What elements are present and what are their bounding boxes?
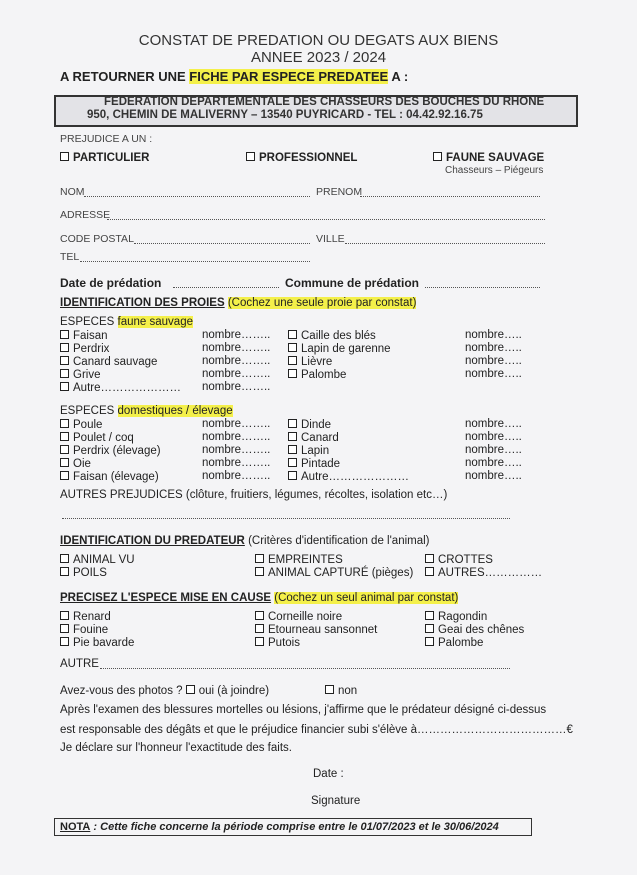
- list-row: [0, 567, 637, 580]
- checkbox[interactable]: [60, 152, 69, 161]
- option-label: Pie bavarde: [73, 637, 135, 649]
- proies-heading: IDENTIFICATION DES PROIES: [60, 297, 225, 309]
- list-row: [0, 382, 637, 395]
- checkbox[interactable]: [288, 445, 297, 454]
- option-label: Oie: [73, 457, 91, 470]
- quantity-field[interactable]: nombre……..: [202, 430, 271, 443]
- nom-label: NOM: [60, 186, 85, 198]
- checkbox[interactable]: [60, 356, 69, 365]
- quantity-field[interactable]: nombre…..: [465, 418, 522, 430]
- quantity-field[interactable]: nombre…..: [465, 367, 522, 380]
- option-label: Caille des blés: [301, 330, 376, 342]
- checkbox[interactable]: [255, 637, 264, 646]
- option-label: Lièvre: [301, 355, 333, 368]
- quantity-field[interactable]: nombre…..: [465, 430, 522, 443]
- quantity-field[interactable]: nombre…..: [465, 456, 522, 469]
- autres-prejudices-label: AUTRES PREJUDICES (clôture, fruitiers, légumes, récoltes, isolation etc…): [60, 489, 448, 501]
- code-postal-label: CODE POSTAL: [60, 233, 134, 245]
- photos-question: [60, 685, 269, 698]
- tel-label: TEL: [60, 251, 80, 263]
- option-label: Pintade: [301, 457, 341, 470]
- commune-field[interactable]: [425, 287, 540, 288]
- quantity-field[interactable]: nombre…..: [465, 329, 522, 341]
- faune-highlight: faune sauvage: [117, 316, 193, 328]
- adresse-field[interactable]: [107, 219, 545, 220]
- checkbox-option[interactable]: [288, 330, 376, 343]
- non-label: non: [338, 685, 358, 697]
- checkbox[interactable]: [60, 419, 69, 428]
- autre-label: AUTRE: [60, 658, 99, 670]
- checkbox-option[interactable]: [60, 330, 108, 343]
- checkbox[interactable]: [255, 624, 264, 633]
- option-label: Lapin de garenne: [301, 342, 391, 355]
- quantity-field[interactable]: nombre……..: [202, 354, 271, 367]
- checkbox-option[interactable]: [60, 471, 159, 484]
- option-label: PARTICULIER: [73, 152, 150, 164]
- quantity-field[interactable]: nombre……..: [202, 418, 271, 430]
- checkbox-option[interactable]: [288, 343, 391, 356]
- checkbox[interactable]: [60, 611, 69, 620]
- federation-address: 950, CHEMIN DE MALIVERNY – 13540 PUYRICARD - TEL : 04.42.92.16.75: [87, 109, 483, 121]
- option-label: Perdrix: [73, 342, 110, 355]
- quantity-field[interactable]: nombre…..: [465, 469, 522, 482]
- option-label: ANIMAL VU: [73, 554, 135, 566]
- date-label: Date de prédation: [60, 276, 162, 290]
- checkbox[interactable]: [433, 152, 442, 161]
- checkbox-option[interactable]: [288, 471, 409, 484]
- checkbox[interactable]: [60, 637, 69, 646]
- list-row: [0, 419, 637, 432]
- checkbox[interactable]: [60, 445, 69, 454]
- tel-field[interactable]: [80, 261, 310, 262]
- checkbox-option[interactable]: [60, 567, 107, 580]
- ville-label: VILLE: [316, 233, 345, 245]
- option-label: Faisan: [73, 330, 108, 342]
- checkbox[interactable]: [425, 567, 434, 576]
- option-label: Dinde: [301, 419, 332, 431]
- list-row: [0, 471, 637, 484]
- option-label: Autre…………………: [301, 470, 409, 483]
- checkbox-option[interactable]: [255, 611, 342, 624]
- checkbox[interactable]: [288, 419, 297, 428]
- checkbox[interactable]: [60, 567, 69, 576]
- checkbox-non[interactable]: [325, 685, 334, 694]
- autre-field[interactable]: [100, 668, 510, 669]
- date-sign-label: Date :: [313, 768, 344, 780]
- faune-heading: [60, 317, 193, 329]
- checkbox-option[interactable]: [288, 369, 346, 382]
- quantity-field[interactable]: nombre……..: [202, 329, 271, 341]
- checkbox[interactable]: [60, 624, 69, 633]
- proies-note: (Cochez une seule proie par constat): [227, 297, 417, 309]
- nota-label: NOTA: [60, 821, 91, 833]
- checkbox-option[interactable]: [60, 369, 100, 382]
- photos-non[interactable]: [325, 685, 357, 698]
- option-label: Ragondin: [438, 611, 488, 623]
- option-label: FAUNE SAUVAGE: [446, 152, 545, 164]
- checkbox-option[interactable]: [288, 432, 339, 445]
- checkbox-option[interactable]: [425, 624, 524, 637]
- checkbox-option[interactable]: [288, 356, 332, 369]
- quantity-field[interactable]: nombre……..: [202, 380, 271, 393]
- checkbox-option[interactable]: [425, 611, 487, 624]
- return-highlight: FICHE PAR ESPECE PREDATEE: [189, 69, 389, 84]
- quantity-field[interactable]: nombre…..: [465, 354, 522, 367]
- quantity-field[interactable]: nombre……..: [202, 443, 271, 456]
- form-title: CONSTAT DE PREDATION OU DEGATS AUX BIENS: [138, 32, 499, 49]
- checkbox[interactable]: [255, 554, 264, 563]
- checkbox-option[interactable]: [255, 624, 377, 637]
- checkbox-option[interactable]: [60, 432, 134, 445]
- option-label: Etourneau sansonnet: [268, 624, 378, 636]
- checkbox-option[interactable]: [60, 554, 135, 567]
- checkbox[interactable]: [425, 554, 434, 563]
- autres-prejudices-field[interactable]: [62, 518, 510, 519]
- checkbox[interactable]: [288, 330, 297, 339]
- checkbox[interactable]: [288, 356, 297, 365]
- dom-highlight: domestiques / élevage: [117, 405, 233, 417]
- list-row: [0, 445, 637, 458]
- checkbox[interactable]: [288, 343, 297, 352]
- list-row: [0, 343, 637, 356]
- checkbox[interactable]: [60, 330, 69, 339]
- espece-note: (Cochez un seul animal par constat): [274, 592, 459, 604]
- quantity-field[interactable]: nombre……..: [202, 367, 271, 380]
- commune-label: Commune de prédation: [285, 276, 420, 290]
- checkbox-option[interactable]: [425, 637, 483, 650]
- option-label: Corneille noire: [268, 611, 343, 623]
- dom-heading: [60, 406, 233, 418]
- option-label: Renard: [73, 611, 111, 623]
- checkbox[interactable]: [255, 567, 264, 576]
- checkbox[interactable]: [425, 611, 434, 620]
- option-label: Perdrix (élevage): [73, 444, 161, 457]
- checkbox-option[interactable]: [60, 611, 111, 624]
- quantity-field[interactable]: nombre……..: [202, 341, 271, 354]
- predateur-heading: IDENTIFICATION DU PREDATEUR: [60, 535, 245, 547]
- list-row: [0, 611, 637, 624]
- option-label: Lapin: [301, 444, 330, 457]
- option-label: Putois: [268, 637, 300, 649]
- option-label: Canard: [301, 431, 339, 444]
- declaration-line-1: Après l'examen des blessures mortelles ou lésions, j'affirme que le prédateur désigné ci-dessus: [60, 704, 547, 716]
- checkbox-option[interactable]: [60, 458, 91, 471]
- checkbox[interactable]: [60, 382, 69, 391]
- option-particulier[interactable]: [60, 152, 149, 165]
- checkbox[interactable]: [60, 343, 69, 352]
- option-professionnel[interactable]: [246, 152, 357, 165]
- checkbox-option[interactable]: [60, 624, 108, 637]
- list-row: [0, 624, 637, 637]
- code-postal-field[interactable]: [134, 243, 310, 244]
- form-year: ANNEE 2023 / 2024: [250, 49, 387, 66]
- faune-sub: Chasseurs – Piégeurs: [445, 165, 544, 176]
- option-label: Geai des chênes: [438, 624, 525, 636]
- return-instruction: [60, 70, 408, 83]
- declaration-line-2: est responsable des dégâts et que le préjudice financier subi s'élève à…………………………………€: [60, 724, 573, 736]
- option-label: Autre…………………: [73, 381, 181, 394]
- checkbox-option[interactable]: [288, 445, 329, 458]
- list-row: [0, 330, 637, 343]
- checkbox[interactable]: [60, 554, 69, 563]
- checkbox[interactable]: [60, 369, 69, 378]
- checkbox-option[interactable]: [60, 343, 109, 356]
- option-label: Poule: [73, 419, 103, 431]
- checkbox[interactable]: [246, 152, 255, 161]
- checkbox[interactable]: [60, 458, 69, 467]
- return-prefix: A RETOURNER UNE: [60, 69, 190, 84]
- adresse-label: ADRESSE: [60, 209, 111, 221]
- quantity-field[interactable]: nombre……..: [202, 469, 271, 482]
- checkbox-option[interactable]: [255, 637, 300, 650]
- prejudice-label: PREJUDICE A UN :: [60, 133, 153, 145]
- checkbox-option[interactable]: [60, 419, 102, 432]
- proies-heading-line: [60, 298, 416, 310]
- predateur-note: (Critères d'identification de l'animal): [248, 535, 430, 547]
- signature-label: Signature: [311, 795, 361, 807]
- list-row: [0, 369, 637, 382]
- list-row: [0, 637, 637, 650]
- quantity-field[interactable]: nombre……..: [202, 456, 271, 469]
- option-label: Grive: [73, 368, 101, 381]
- checkbox-option[interactable]: [255, 554, 343, 567]
- checkbox-option[interactable]: [425, 554, 493, 567]
- nom-field[interactable]: [84, 196, 310, 197]
- declaration-line-3: Je déclare sur l'honneur l'exactitude des faits.: [60, 742, 292, 754]
- list-row: [0, 554, 637, 567]
- date-field[interactable]: [173, 287, 279, 288]
- faune-prefix: ESPECES: [60, 316, 118, 328]
- option-faune-sauvage[interactable]: [433, 152, 544, 165]
- quantity-field[interactable]: nombre…..: [465, 341, 522, 354]
- option-label: Poulet / coq: [73, 431, 134, 444]
- option-label: Palombe: [301, 368, 347, 381]
- option-label: Palombe: [438, 637, 484, 649]
- checkbox[interactable]: [425, 637, 434, 646]
- checkbox-option[interactable]: [60, 382, 181, 395]
- checkbox-option[interactable]: [255, 567, 413, 580]
- espece-heading: PRECISEZ L'ESPECE MISE EN CAUSE: [60, 592, 272, 604]
- option-label: Faisan (élevage): [73, 470, 159, 483]
- quantity-field[interactable]: nombre…..: [465, 443, 522, 456]
- photos-label: Avez-vous des photos ?: [60, 685, 183, 697]
- federation-name: FEDERATION DEPARTEMENTALE DES CHASSEURS DES BOUCHES DU RHONE: [104, 96, 545, 108]
- dom-prefix: ESPECES: [60, 405, 118, 417]
- prenom-label: PRENOM: [316, 186, 363, 198]
- prenom-field[interactable]: [360, 196, 540, 197]
- checkbox-option[interactable]: [60, 637, 134, 650]
- checkbox-oui[interactable]: [186, 685, 195, 694]
- checkbox-option[interactable]: [288, 419, 331, 432]
- option-label: EMPREINTES: [268, 554, 343, 566]
- option-label: Fouine: [73, 624, 109, 636]
- checkbox[interactable]: [425, 624, 434, 633]
- checkbox-option[interactable]: [425, 567, 542, 580]
- predateur-heading-line: [60, 536, 430, 548]
- option-label: ANIMAL CAPTURÉ (pièges): [268, 567, 414, 579]
- option-label: CROTTES: [438, 554, 493, 566]
- checkbox[interactable]: [288, 458, 297, 467]
- option-label: Canard sauvage: [73, 355, 158, 368]
- checkbox[interactable]: [288, 432, 297, 441]
- checkbox-option[interactable]: [60, 356, 157, 369]
- checkbox[interactable]: [288, 369, 297, 378]
- return-suffix: A :: [388, 69, 409, 84]
- nota-text: : Cette fiche concerne la période comprise entre le 01/07/2023 et le 30/06/2024: [90, 821, 499, 833]
- list-row: [0, 356, 637, 369]
- checkbox[interactable]: [255, 611, 264, 620]
- list-row: [0, 458, 637, 471]
- list-row: [0, 432, 637, 445]
- ville-field[interactable]: [345, 243, 545, 244]
- oui-label: oui (à joindre): [198, 685, 270, 697]
- checkbox-option[interactable]: [60, 445, 161, 458]
- checkbox-option[interactable]: [288, 458, 340, 471]
- option-label: AUTRES……………: [438, 567, 543, 579]
- checkbox[interactable]: [60, 432, 69, 441]
- checkbox[interactable]: [288, 471, 297, 480]
- option-label: POILS: [73, 567, 107, 579]
- nota: [60, 822, 499, 833]
- checkbox[interactable]: [60, 471, 69, 480]
- espece-heading-line: [60, 593, 458, 605]
- option-label: PROFESSIONNEL: [259, 152, 358, 164]
